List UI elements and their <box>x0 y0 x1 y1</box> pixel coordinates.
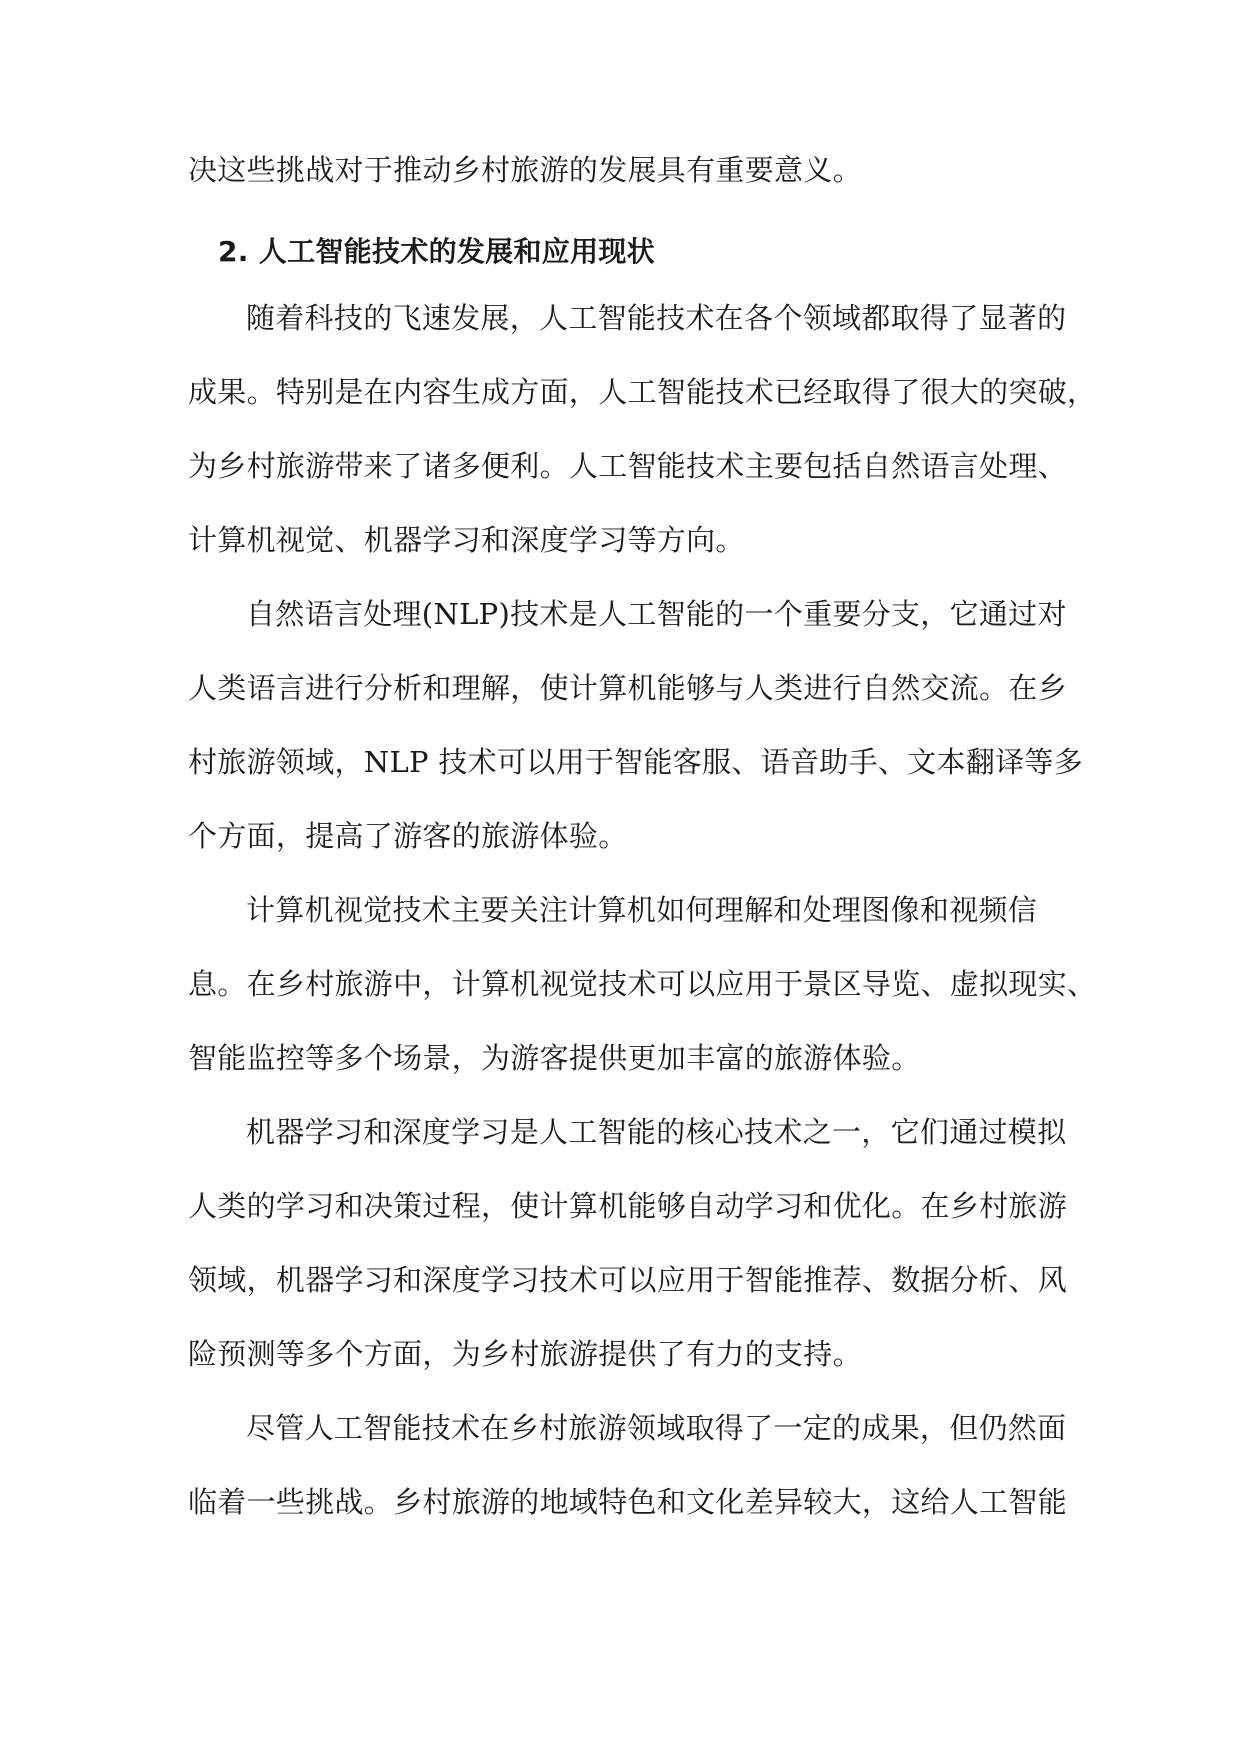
text-line: 计算机视觉技术主要关注计算机如何理解和处理图像和视频信 <box>246 893 1038 927</box>
section-heading: 2. 人工智能技术的发展和应用现状 <box>218 235 655 268</box>
text-line: 临着一些挑战。乡村旅游的地域特色和文化差异较大，这给人工智能 <box>188 1485 1068 1519</box>
text-line: 机器学习和深度学习是人工智能的核心技术之一，它们通过模拟 <box>246 1115 1067 1149</box>
text-line: 智能监控等多个场景，为游客提供更加丰富的旅游体验。 <box>188 1041 921 1075</box>
text-line: 为乡村旅游带来了诸多便利。人工智能技术主要包括自然语言处理、 <box>188 449 1068 483</box>
text-line: 人类语言进行分析和理解，使计算机能够与人类进行自然交流。在乡 <box>188 671 1068 705</box>
text-line: 决这些挑战对于推动乡村旅游的发展具有重要意义。 <box>188 153 862 187</box>
text-line: 自然语言处理(NLP)技术是人工智能的一个重要分支，它通过对 <box>246 597 1067 631</box>
text-line: 个方面，提高了游客的旅游体验。 <box>188 819 628 853</box>
text-line: 领域，机器学习和深度学习技术可以应用于智能推荐、数据分析、风 <box>188 1263 1068 1297</box>
text-line: 尽管人工智能技术在乡村旅游领域取得了一定的成果，但仍然面 <box>246 1411 1067 1445</box>
text-line: 村旅游领域，NLP 技术可以用于智能客服、语音助手、文本翻译等多 <box>188 745 1083 779</box>
text-line: 险预测等多个方面，为乡村旅游提供了有力的支持。 <box>188 1337 862 1371</box>
text-line: 随着科技的飞速发展，人工智能技术在各个领域都取得了显著的 <box>246 301 1067 335</box>
text-line: 计算机视觉、机器学习和深度学习等方向。 <box>188 523 745 557</box>
text-line: 人类的学习和决策过程，使计算机能够自动学习和优化。在乡村旅游 <box>188 1189 1068 1223</box>
text-line: 息。在乡村旅游中，计算机视觉技术可以应用于景区导览、虚拟现实、 <box>188 967 1097 1001</box>
text-line: 成果。特别是在内容生成方面，人工智能技术已经取得了很大的突破， <box>188 375 1097 409</box>
